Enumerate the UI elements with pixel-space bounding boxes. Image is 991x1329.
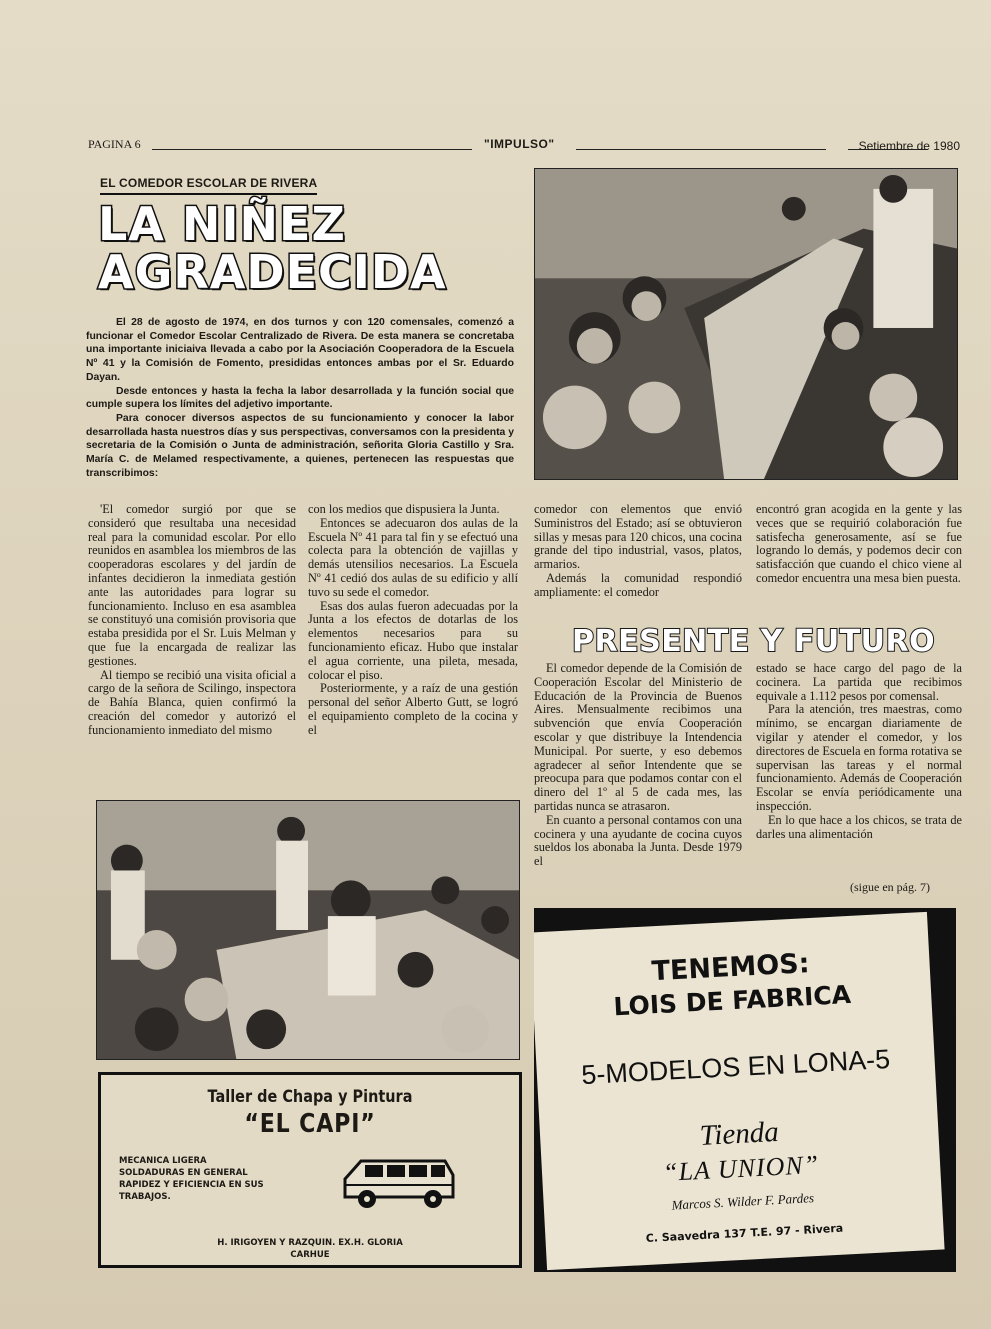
ad-line-modelos: 5-MODELOS EN LONA-5 — [580, 1043, 891, 1091]
body-paragraph: con los medios que dispusiera la Junta. — [308, 502, 500, 516]
photo-children-table — [96, 800, 520, 1060]
publication-name: "IMPULSO" — [484, 137, 555, 151]
body-paragraph: En cuanto a personal contamos con una cocinera y una ayudante de cocina cuyos sueldos los abonaba la Junta. Desde 1979 el — [534, 812, 742, 869]
ad-address-line: CARHUE — [290, 1250, 330, 1260]
body-paragraph: Esas dos aulas fueron adecuadas por la Junta a los efectos de dotarlas de los elementos necesarios para su funcionamiento eficaz. Hubo que instalar el agua corriente, una pileta, mesada, colocar el piso. — [308, 598, 518, 682]
ad-tienda-la-union — [534, 908, 956, 1272]
ad-title: Taller de Chapa y Pintura — [207, 1087, 413, 1107]
photo-children-dining — [534, 168, 958, 480]
ad-services — [119, 1155, 264, 1203]
ad-address-line: H. IRIGOYEN Y RAZQUIN. EX.H. GLORIA — [217, 1238, 403, 1248]
article-column-4-top — [756, 503, 962, 586]
ad-line-address: C. Saavedra 137 T.E. 97 - Rivera — [645, 1221, 844, 1245]
ad-line-lois: LOIS DE FABRICA — [612, 979, 852, 1022]
body-paragraph: Para la atención, tres maestras, como mínimo, se encargan diariamente de vigilar y atender el comedor, y los directores de Escuela en forma rotativa se supervisan las tareas y el normal funcionamiento. Además de Cooperación Escolar se envía periódicamente una inspección. — [756, 702, 962, 813]
ad-business-name: “EL CAPI” — [244, 1109, 376, 1139]
body-paragraph: Al tiempo se recibió una visita oficial a cargo de la señora de Scilingo, inspectora de Bahía Blanca, quien confirmó la creación del comedor y autorizó el funcionamiento inmediato del mismo — [88, 667, 296, 737]
issue-date: Setiembre de 1980 — [858, 139, 960, 153]
section-title: PRESENTE Y FUTURO — [572, 624, 936, 659]
body-paragraph: comedor con elementos que envió Suministros del Estado; así se obtuvieron sillas y mesas para 120 chicos, una cocina grande del tipo industrial, vasos, platos, armarios. — [534, 502, 742, 572]
ad-service-line: TRABAJOS. — [119, 1192, 171, 1202]
ad-line-tenemos: TENEMOS: — [650, 948, 811, 988]
body-paragraph: En lo que hace a los chicos, se trata de darles una alimentación — [756, 812, 962, 841]
body-paragraph: Posteriormente, y a raíz de una gestión personal del señor Alberto Gutt, se logró el equipamiento completo de la cocina y el — [308, 681, 518, 737]
ad-card — [534, 912, 945, 1270]
continued-note: (sigue en pág. 7) — [850, 880, 930, 894]
body-paragraph: estado se hace cargo del pago de la cocinera. La partida que recibimos equivale a 1.112 pesos por comensal. — [756, 661, 962, 703]
headline-line-1: LA NIÑEZ — [98, 197, 346, 251]
article-column-3-top — [534, 503, 742, 600]
body-paragraph: 'El comedor surgió por que se consideró que resultaba una necesidad real para la comunidad escolar. Por ello reunidos en asamblea los miembros de las cooperadoras escolares y del jardín de infantes decidieron la inmediata gestión ante las autoridades para lograr su funcionamiento. Incluso en esa asamblea se constituyó una comisión provisoria que estaba presidida por el Sr. Luis Melman y que fue la encargada de realizar las gestiones. — [88, 502, 296, 668]
body-paragraph: Además la comunidad respondió ampliamente: el comedor — [534, 570, 742, 599]
header-rule — [576, 149, 826, 150]
header-rule — [152, 149, 472, 150]
photo-image — [97, 801, 519, 1059]
article-headline — [98, 197, 447, 299]
article-column-3-bottom — [534, 662, 742, 869]
ad-line-owners: Marcos S. Wilder F. Pardes — [671, 1190, 815, 1213]
ad-service-line: RAPIDEZ Y EFICIENCIA EN SUS — [119, 1180, 264, 1190]
body-paragraph: Entonces se adecuaron dos aulas de la Escuela Nº 41 para tal fin y se efectuó una colecta para la obtención de vajillas y demás utensilios necesarios. La Escuela Nº 41 cedió dos aulas de su edificio y allí tuvo su sede el comedor. — [308, 515, 518, 599]
body-paragraph: El comedor depende de la Comisión de Cooperación Escolar del Ministerio de Educación de la Provincia de Buenos Aires. Mensualmente recibimos una subvención que envía Cooperación escolar y que distribuye la Intendencia Municipal. Por suerte, y eso debemos agradecer al señor Intendente que se preocupa para que podamos contar con el dinero del 1º al 5 de cada mes, las partidas nunca se atrasaron. — [534, 661, 742, 813]
article-lead — [86, 316, 514, 480]
headline-line-2: AGRADECIDA — [98, 245, 447, 299]
photo-image — [535, 169, 957, 479]
lead-paragraph: Para conocer diversos aspectos de su funcionamiento y conocer la labor desarrollada hasta nuestros días y sus perspectivas, conversamos con la presidenta y secretaria de la Comisión o Junta de administración, señorita Gloria Castillo y Sra. María C. de Melamed respectivamente, a quienes, pertenecen las respuestas que transcribimos: — [86, 412, 514, 479]
article-column-4-bottom — [756, 662, 962, 841]
article-column-1 — [88, 503, 296, 738]
ad-address — [101, 1237, 519, 1261]
ad-line-tienda: Tienda — [698, 1115, 780, 1152]
lead-paragraph: El 28 de agosto de 1974, en dos turnos y con 120 comensales, comenzó a funcionar el Comedor Escolar Centralizado de Rivera. De esta manera se concretaba una importante iniciaiva llevada a cabo por la Asociación Cooperadora de la Escuela Nº 41 y la Comisión de Fomento, presididas entonces ambas por el Sr. Eduardo Dayan. — [86, 317, 514, 383]
ad-service-line: SOLDADURAS EN GENERAL — [119, 1168, 248, 1178]
ad-taller-el-capi — [98, 1072, 522, 1268]
ad-line-store-name: “LA UNION” — [662, 1149, 820, 1187]
ad-service-line: MECANICA LIGERA — [119, 1156, 207, 1166]
article-kicker: EL COMEDOR ESCOLAR DE RIVERA — [100, 176, 317, 195]
station-wagon-icon — [341, 1155, 457, 1211]
article-column-2 — [308, 503, 518, 738]
lead-paragraph: Desde entonces y hasta la fecha la labor desarrollada y la función social que cumple supera los límites del adjetivo importante. — [86, 385, 514, 411]
page-number: PAGINA 6 — [88, 137, 141, 151]
page-header — [88, 135, 960, 155]
body-paragraph: encontró gran acogida en la gente y las veces que se requirió colaboración fue satisfecha generosamente, así se fue logrando lo demás, y podemos decir con satisfacción que cuando el chico viene al comedor encuentra una mesa bien puesta. — [756, 502, 962, 585]
